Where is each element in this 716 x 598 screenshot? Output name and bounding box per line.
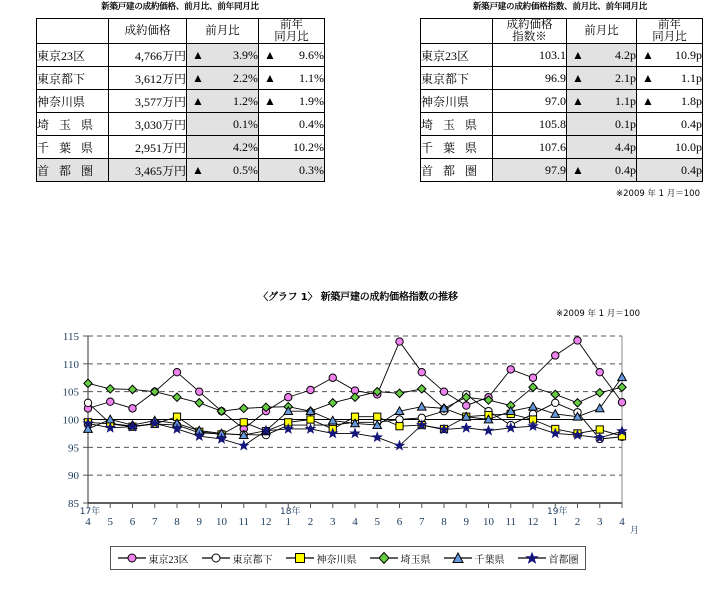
data-point <box>618 373 627 381</box>
price-yoy-3-value: 0.4% <box>299 116 324 131</box>
data-point <box>285 394 292 401</box>
table-row <box>421 136 703 159</box>
price-region-3: 埼 玉 県 <box>37 113 109 136</box>
data-point <box>239 441 249 450</box>
price-yoy-1 <box>259 67 325 90</box>
data-point <box>507 366 514 373</box>
index-mom-0-value: 4.2p <box>615 47 636 62</box>
index-value-4: 107.6 <box>493 136 567 159</box>
price-header-yoy-l2: 同月比 <box>274 31 309 44</box>
index-mom-4 <box>567 136 637 159</box>
price-header-yoy <box>259 19 325 44</box>
data-point <box>351 393 359 401</box>
legend-label-0: 東京23区 <box>148 554 189 566</box>
svg-text:6: 6 <box>129 516 136 528</box>
table-row <box>37 113 325 136</box>
price-yoy-2 <box>259 90 325 113</box>
data-point <box>574 337 581 344</box>
data-point <box>463 402 470 409</box>
svg-text:11: 11 <box>505 516 517 528</box>
index-region-1: 東京都下 <box>421 67 493 90</box>
data-point <box>128 385 136 393</box>
index-yoy-2-value: 1.8p <box>681 93 702 108</box>
legend-marker-circle-open <box>202 551 230 565</box>
price-value-5: 3,465万円 <box>109 159 187 182</box>
price-value-0: 4,766万円 <box>109 44 187 67</box>
x-axis-labels <box>85 516 625 528</box>
triangle-icon: ▲ <box>642 70 654 85</box>
svg-text:9: 9 <box>196 516 202 528</box>
svg-text:90: 90 <box>68 470 79 483</box>
legend-label-1: 東京都下 <box>232 554 273 566</box>
triangle-icon: ▲ <box>572 47 584 62</box>
data-point <box>618 383 626 391</box>
index-yoy-5 <box>637 159 703 182</box>
data-point <box>84 399 91 406</box>
index-mom-2-value: 1.1p <box>615 93 636 108</box>
index-header-value-l2: 指数※ <box>512 31 547 44</box>
data-point <box>551 410 560 418</box>
triangle-icon: ▲ <box>264 70 276 85</box>
price-region-0: 東京23区 <box>37 44 109 67</box>
index-table-header-row <box>421 19 703 44</box>
svg-text:4: 4 <box>619 516 625 528</box>
price-mom-1 <box>187 67 259 90</box>
svg-text:2: 2 <box>307 516 314 528</box>
index-mom-5-value: 0.4p <box>615 162 636 177</box>
svg-text:10: 10 <box>483 516 494 528</box>
index-header-yoy-l2: 同月比 <box>652 31 687 44</box>
index-value-2: 97.0 <box>493 90 567 113</box>
legend-item-shutoken <box>518 551 579 566</box>
price-table-block <box>36 0 325 182</box>
index-mom-1-value: 2.1p <box>615 70 636 85</box>
triangle-icon: ▲ <box>192 93 204 108</box>
index-yoy-4-value: 10.0p <box>675 139 702 154</box>
svg-text:95: 95 <box>68 442 79 455</box>
index-mom-2 <box>567 90 637 113</box>
table-row <box>421 44 703 67</box>
index-value-5: 97.9 <box>493 159 567 182</box>
legend-item-saitama <box>370 551 431 566</box>
price-yoy-4-value: 10.2% <box>293 139 324 154</box>
data-point <box>374 413 381 420</box>
price-region-2: 神奈川県 <box>37 90 109 113</box>
svg-text:7: 7 <box>152 516 158 528</box>
data-point <box>372 432 382 441</box>
data-point <box>461 423 471 432</box>
index-table-title: 新築戸建の成約価格指数、前月比、前年同月比 <box>472 2 648 12</box>
data-point <box>84 379 92 387</box>
table-row <box>421 159 703 182</box>
index-region-4: 千 葉 県 <box>421 136 493 159</box>
index-table <box>420 18 703 182</box>
data-point <box>484 426 494 435</box>
data-point <box>596 389 604 397</box>
price-value-4: 2,951万円 <box>109 136 187 159</box>
data-point <box>618 399 625 406</box>
triangle-icon: ▲ <box>264 93 276 108</box>
legend-label-2: 神奈川県 <box>316 554 357 566</box>
svg-text:8: 8 <box>174 516 180 528</box>
svg-text:4: 4 <box>352 516 358 528</box>
price-header-value: 成約価格 <box>109 19 187 44</box>
index-yoy-4 <box>637 136 703 159</box>
svg-text:8: 8 <box>441 516 447 528</box>
price-yoy-5 <box>259 159 325 182</box>
data-point <box>529 402 538 410</box>
table-row <box>37 136 325 159</box>
index-header-value <box>493 19 567 44</box>
table-row <box>421 113 703 136</box>
table-row <box>37 159 325 182</box>
svg-text:105: 105 <box>62 386 79 399</box>
price-table-body <box>37 19 325 182</box>
legend-marker-circle <box>118 551 146 565</box>
data-point <box>418 368 425 375</box>
chart-title-text: 新築戸建の成約価格指数の推移 <box>320 292 458 303</box>
index-mom-0 <box>567 44 637 67</box>
table-row <box>37 44 325 67</box>
index-mom-5 <box>567 159 637 182</box>
index-table-footnote: ※2009 年 1 月＝100 <box>616 189 700 200</box>
triangle-icon: ▲ <box>192 47 204 62</box>
index-yoy-0-value: 10.9p <box>675 47 702 62</box>
triangle-icon: ▲ <box>192 70 204 85</box>
gridlines-group <box>88 336 622 475</box>
svg-text:3: 3 <box>330 516 336 528</box>
data-point <box>173 393 181 401</box>
data-point <box>195 399 203 407</box>
x-axis-ticks <box>88 503 622 508</box>
table-row <box>37 67 325 90</box>
price-region-1: 東京都下 <box>37 67 109 90</box>
index-header-value-l1: 成約価格 <box>506 19 553 31</box>
price-table-header-row <box>37 19 325 44</box>
price-mom-3 <box>187 113 259 136</box>
data-point <box>395 389 403 397</box>
index-header-yoy-l1: 前年 <box>658 19 681 31</box>
index-header-mom: 前月比 <box>567 19 637 44</box>
price-yoy-5-value: 0.3% <box>299 162 324 177</box>
price-mom-0-value: 3.9% <box>233 47 258 62</box>
svg-text:100: 100 <box>62 414 79 427</box>
price-value-1: 3,612万円 <box>109 67 187 90</box>
price-value-2: 3,577万円 <box>109 90 187 113</box>
svg-text:7: 7 <box>419 516 425 528</box>
legend-marker-square <box>286 551 314 565</box>
price-region-5: 首 都 圏 <box>37 159 109 182</box>
legend-label-3: 埼玉県 <box>400 554 431 566</box>
svg-text:1: 1 <box>552 516 558 528</box>
data-point <box>529 374 536 381</box>
legend-item-chiba <box>444 551 505 566</box>
svg-text:115: 115 <box>62 331 79 343</box>
chart-legend <box>110 546 586 570</box>
index-yoy-1 <box>637 67 703 90</box>
price-mom-2-value: 1.2% <box>233 93 258 108</box>
legend-label-5: 首都圏 <box>548 554 579 566</box>
svg-text:2: 2 <box>574 516 581 528</box>
x-axis-unit-label: 月 <box>630 526 640 536</box>
index-region-3: 埼 玉 県 <box>421 113 493 136</box>
price-mom-5-value: 0.5% <box>233 162 258 177</box>
svg-text:6: 6 <box>396 516 403 528</box>
table-row <box>421 67 703 90</box>
data-point <box>173 368 180 375</box>
svg-text:110: 110 <box>62 358 79 371</box>
index-region-5: 首 都 圏 <box>421 159 493 182</box>
chart-title-prefix: 〈グラフ 1〉 <box>258 292 318 303</box>
series-埼玉県 <box>84 379 626 415</box>
legend-item-tokyo23 <box>118 551 189 566</box>
data-point <box>129 405 136 412</box>
chart-base-note: ※2009 年 1 月＝100 <box>556 309 640 319</box>
line-chart-plot <box>0 288 716 548</box>
table-row <box>37 90 325 113</box>
legend-label-4: 千葉県 <box>474 554 505 566</box>
price-yoy-4 <box>259 136 325 159</box>
index-yoy-5-value: 0.4p <box>681 162 702 177</box>
svg-text:11: 11 <box>238 516 250 528</box>
triangle-icon: ▲ <box>572 93 584 108</box>
data-point <box>196 388 203 395</box>
svg-text:85: 85 <box>68 498 79 510</box>
price-mom-4-value: 4.2% <box>233 139 258 154</box>
data-point <box>417 402 426 410</box>
data-point <box>596 368 603 375</box>
svg-text:5: 5 <box>374 516 380 528</box>
price-header-mom: 前月比 <box>187 19 259 44</box>
svg-text:17年: 17年 <box>79 507 101 517</box>
price-mom-1-value: 2.2% <box>233 70 258 85</box>
index-header-yoy <box>637 19 703 44</box>
index-value-0: 103.1 <box>493 44 567 67</box>
index-yoy-1-value: 1.1p <box>681 70 702 85</box>
data-point <box>396 423 403 430</box>
data-point <box>350 428 360 437</box>
data-point <box>240 419 247 426</box>
data-point <box>329 374 336 381</box>
index-table-body <box>421 19 703 182</box>
price-mom-0 <box>187 44 259 67</box>
svg-text:18年: 18年 <box>280 507 301 517</box>
y-axis-labels <box>63 331 80 510</box>
series-group <box>83 337 627 450</box>
data-point <box>107 398 114 405</box>
svg-text:10: 10 <box>216 516 227 528</box>
data-point <box>307 416 314 423</box>
legend-item-tokyoto <box>202 551 273 566</box>
legend-marker-star <box>518 551 546 565</box>
index-value-3: 105.8 <box>493 113 567 136</box>
index-mom-3-value: 0.1p <box>615 116 636 131</box>
index-region-2: 神奈川県 <box>421 90 493 113</box>
svg-text:5: 5 <box>107 516 113 528</box>
index-header-blank <box>421 19 493 44</box>
index-value-1: 96.9 <box>493 67 567 90</box>
data-point <box>329 399 337 407</box>
price-yoy-0-value: 9.6% <box>299 47 324 62</box>
price-yoy-1-value: 1.1% <box>299 70 324 85</box>
index-yoy-3-value: 0.4p <box>681 116 702 131</box>
table-row <box>421 90 703 113</box>
svg-text:19年: 19年 <box>547 507 568 517</box>
data-point <box>328 416 337 424</box>
index-table-block <box>420 0 703 199</box>
data-point <box>573 399 581 407</box>
price-header-yoy-l1: 前年 <box>280 19 303 31</box>
price-mom-4 <box>187 136 259 159</box>
svg-text:3: 3 <box>597 516 603 528</box>
data-point <box>396 338 403 345</box>
price-yoy-2-value: 1.9% <box>299 93 324 108</box>
triangle-icon: ▲ <box>264 47 276 62</box>
index-yoy-3 <box>637 113 703 136</box>
index-region-0: 東京23区 <box>421 44 493 67</box>
price-mom-2 <box>187 90 259 113</box>
data-point <box>440 388 447 395</box>
chart-container <box>0 288 716 588</box>
triangle-icon: ▲ <box>572 70 584 85</box>
index-yoy-0 <box>637 44 703 67</box>
price-table-title: 新築戸建の成約価格、前月比、前年同月比 <box>101 2 259 12</box>
svg-text:12: 12 <box>527 516 539 528</box>
price-header-blank <box>37 19 109 44</box>
legend-item-kanagawa <box>286 551 357 566</box>
triangle-icon: ▲ <box>572 162 584 177</box>
price-yoy-0 <box>259 44 325 67</box>
data-point <box>240 404 248 412</box>
price-value-3: 3,030万円 <box>109 113 187 136</box>
triangle-icon: ▲ <box>642 93 654 108</box>
svg-text:12: 12 <box>260 516 272 528</box>
price-yoy-3 <box>259 113 325 136</box>
legend-marker-triangle <box>444 551 472 565</box>
index-mom-3 <box>567 113 637 136</box>
index-mom-1 <box>567 67 637 90</box>
index-mom-4-value: 4.4p <box>615 139 636 154</box>
triangle-icon: ▲ <box>642 47 654 62</box>
price-table <box>36 18 325 182</box>
price-mom-5 <box>187 159 259 182</box>
svg-text:4: 4 <box>85 516 91 528</box>
data-point <box>552 352 559 359</box>
data-point <box>552 399 559 406</box>
svg-text:9: 9 <box>463 516 469 528</box>
price-mom-3-value: 0.1% <box>233 116 258 131</box>
legend-marker-diamond <box>370 551 398 565</box>
svg-text:1: 1 <box>285 516 291 528</box>
index-yoy-2 <box>637 90 703 113</box>
triangle-icon: ▲ <box>192 162 204 177</box>
data-point <box>307 386 314 393</box>
data-point <box>595 404 604 412</box>
price-region-4: 千 葉 県 <box>37 136 109 159</box>
